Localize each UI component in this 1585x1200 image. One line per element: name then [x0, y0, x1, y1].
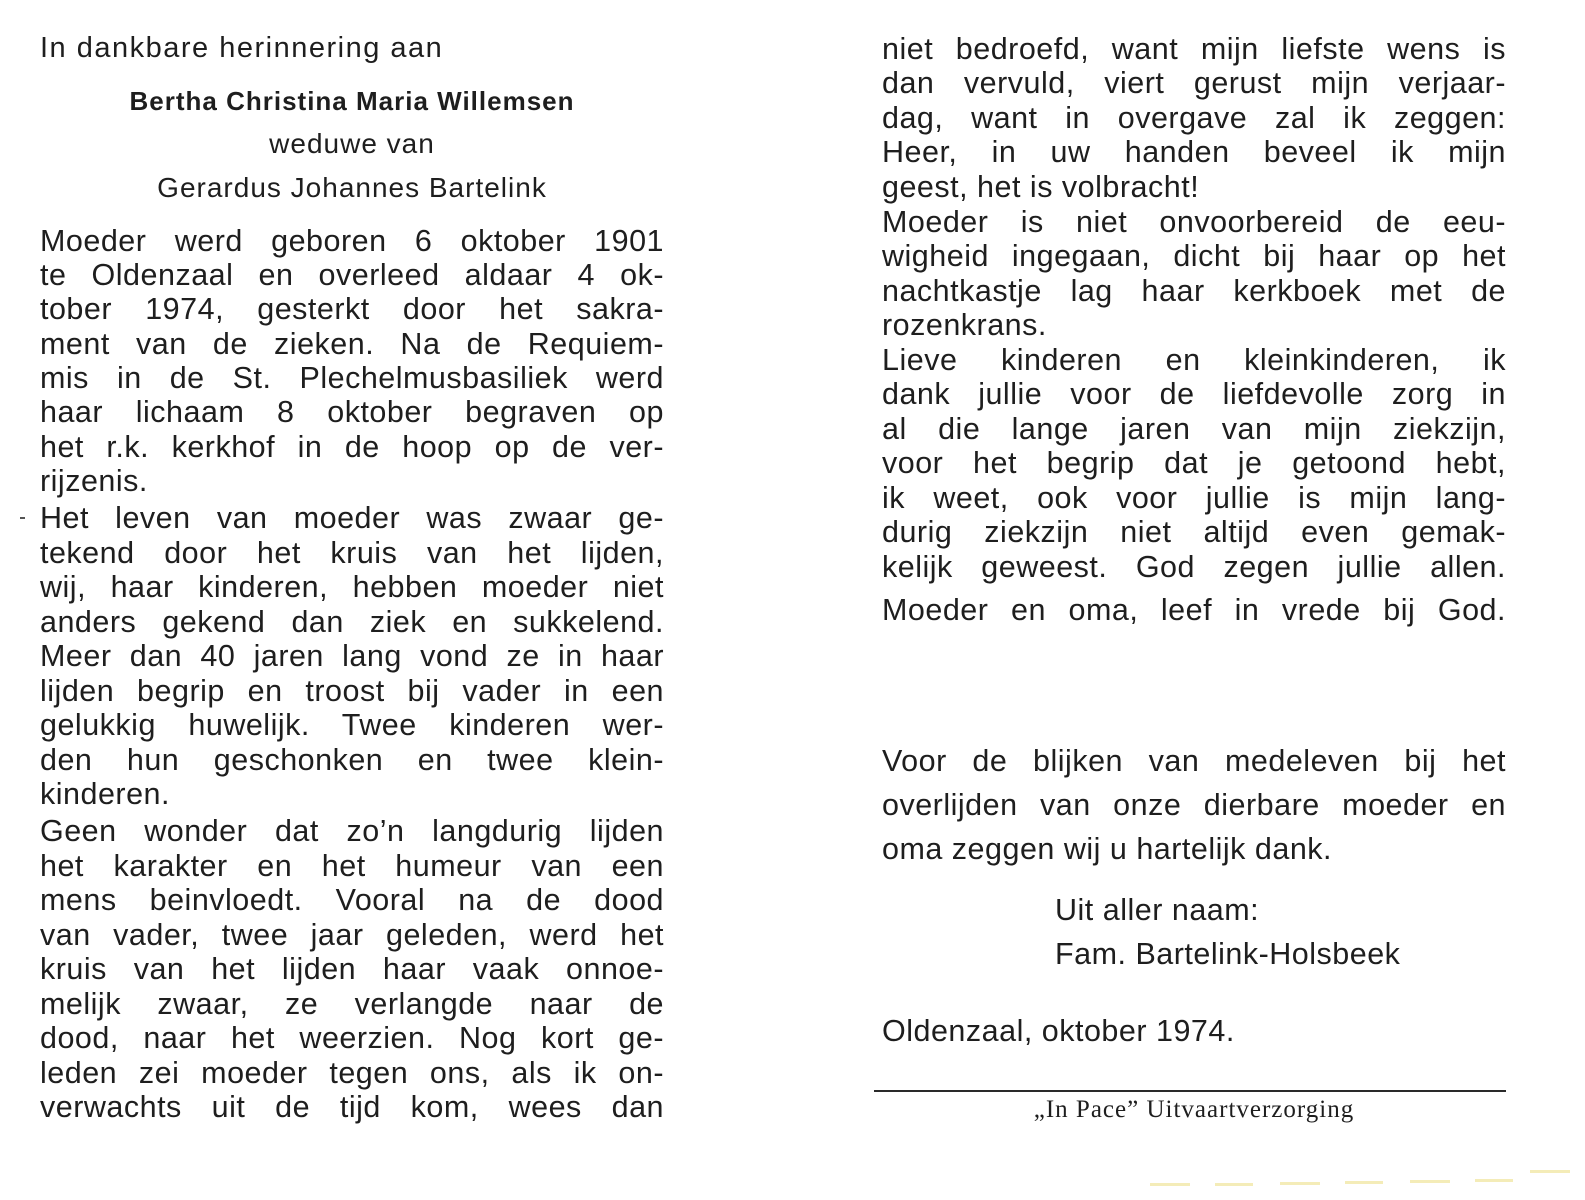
footer-rule — [874, 1090, 1506, 1092]
intro-line: In dankbare herinnering aan — [40, 32, 444, 64]
printer-credit: „In Pace” Uitvaartverzorging — [1033, 1096, 1355, 1123]
relation-line: weduwe van — [269, 128, 435, 159]
text-line: rijzenis. — [40, 464, 148, 498]
text-line: Moeder is niet onvoorbereid de eeu- — [882, 205, 1506, 239]
text-line: Het leven van moeder was zwaar ge- — [40, 501, 664, 535]
text-line: kelijk geweest. God zegen jullie allen. — [882, 550, 1506, 584]
text-line: haar lichaam 8 oktober begraven op — [40, 395, 664, 429]
text-line: tober 1974, gesterkt door het sakra- — [40, 292, 664, 326]
scan-artifact — [1530, 1170, 1570, 1173]
text-line: niet bedroefd, want mijn liefste wens is — [882, 32, 1506, 66]
text-line: gelukkig huwelijk. Twee kinderen wer- — [40, 708, 664, 742]
text-line: kinderen. — [40, 777, 170, 811]
text-line: tekend door het kruis van het lijden, — [40, 536, 664, 570]
thanks-line: oma zeggen wij u hartelijk dank. — [882, 832, 1333, 866]
text-line: mis in de St. Plechelmusbasiliek werd — [40, 361, 664, 395]
text-line: wigheid ingegaan, dicht bij haar op het — [882, 239, 1506, 273]
text-line: Geen wonder dat zo’n langdurig lijden — [40, 814, 664, 848]
scan-artifact — [1345, 1181, 1383, 1184]
text-line: ik weet, ook voor jullie is mijn lang- — [882, 481, 1506, 515]
text-line: Heer, in uw handen beveel ik mijn — [882, 135, 1506, 169]
text-line: Moeder en oma, leef in vrede bij God. — [882, 593, 1506, 627]
text-line: wij, haar kinderen, hebben moeder niet — [40, 570, 664, 604]
text-line: voor het begrip dat je getoond hebt, — [882, 446, 1506, 480]
scan-artifact — [1215, 1183, 1253, 1186]
text-line: durig ziekzijn niet altijd even gemak- — [882, 515, 1506, 549]
text-line: Moeder werd geboren 6 oktober 1901 — [40, 224, 664, 258]
deceased-name: Bertha Christina Maria Willemsen — [129, 86, 575, 116]
text-line: leden zei moeder tegen ons, als ik on- — [40, 1056, 664, 1090]
scan-artifact — [1150, 1183, 1190, 1186]
text-line: nachtkastje lag haar kerkboek met de — [882, 274, 1506, 308]
spouse-name: Gerardus Johannes Bartelink — [157, 172, 547, 203]
text-line: al die lange jaren van mijn ziekzijn, — [882, 412, 1506, 446]
scan-artifact — [1280, 1182, 1320, 1185]
text-line: anders gekend dan ziek en sukkelend. — [40, 605, 664, 639]
text-line: rozenkrans. — [882, 308, 1047, 342]
scan-artifact — [1475, 1179, 1513, 1182]
text-line: den hun geschonken en twee klein- — [40, 743, 664, 777]
text-line: mens beinvloedt. Vooral na de dood — [40, 883, 664, 917]
place-date: Oldenzaal, oktober 1974. — [882, 1014, 1235, 1048]
text-line: van vader, twee jaar geleden, werd het — [40, 918, 664, 952]
text-line: Meer dan 40 jaren lang vond ze in haar — [40, 639, 664, 673]
text-line: ment van de zieken. Na de Requiem- — [40, 327, 664, 361]
text-line: verwachts uit de tijd kom, wees dan — [40, 1090, 664, 1124]
text-line: het karakter en het humeur van een — [40, 849, 664, 883]
thanks-line: Voor de blijken van medeleven bij het — [882, 744, 1506, 778]
text-line: kruis van het lijden haar vaak onnoe- — [40, 952, 664, 986]
text-line: dood, naar het weerzien. Nog kort ge- — [40, 1021, 664, 1055]
text-line: dag, want in overgave zal ik zeggen: — [882, 101, 1506, 135]
signature-family: Fam. Bartelink-Holsbeek — [1055, 937, 1401, 971]
text-line: te Oldenzaal en overleed aldaar 4 ok- — [40, 258, 664, 292]
text-line: melijk zwaar, ze verlangde naar de — [40, 987, 664, 1021]
signature-label: Uit aller naam: — [1055, 893, 1260, 927]
text-line: lijden begrip en troost bij vader in een — [40, 674, 664, 708]
thanks-line: overlijden van onze dierbare moeder en — [882, 788, 1506, 822]
scan-artifact — [1410, 1180, 1450, 1183]
text-line: dank jullie voor de liefdevolle zorg in — [882, 377, 1506, 411]
text-line: het r.k. kerkhof in de hoop op de ver- — [40, 430, 664, 464]
text-line: Lieve kinderen en kleinkinderen, ik — [882, 343, 1506, 377]
stray-ink-mark — [20, 517, 25, 519]
text-line: geest, het is volbracht! — [882, 170, 1200, 204]
text-line: dan vervuld, viert gerust mijn verjaar- — [882, 66, 1506, 100]
